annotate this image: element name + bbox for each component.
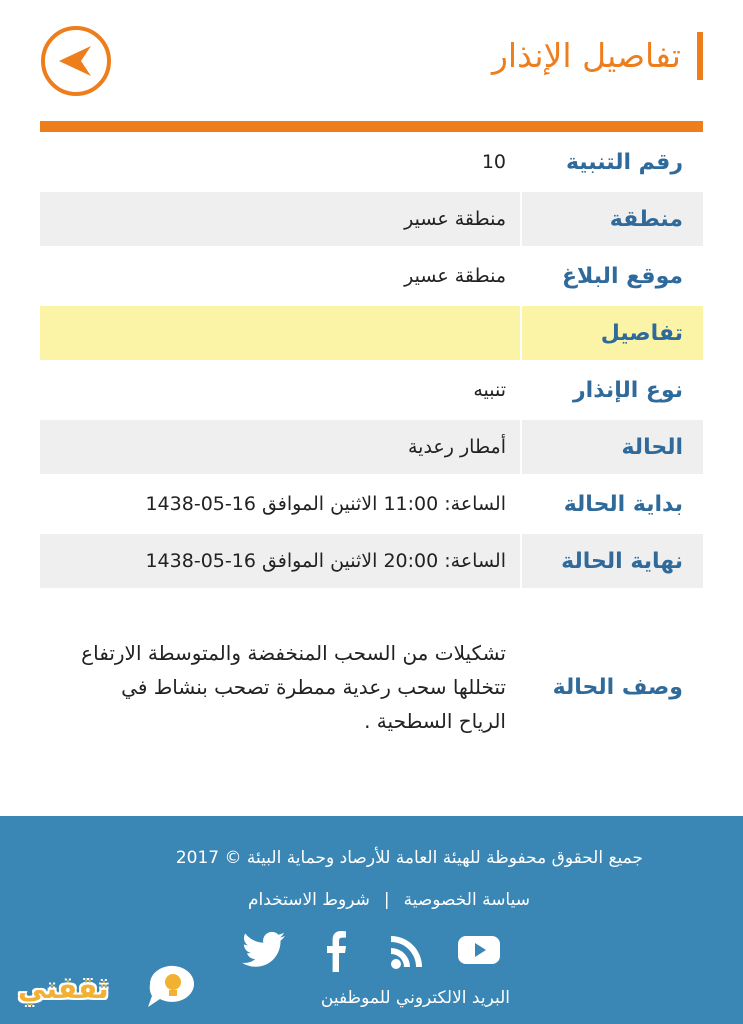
detail-label: نهاية الحالة	[522, 534, 703, 588]
detail-row-alert-type	[40, 363, 703, 417]
facebook-icon[interactable]	[320, 928, 350, 972]
detail-value: الساعة: 20:00 الاثنين الموافق 16-05-1438	[40, 534, 520, 588]
copyright-text: جميع الحقوق محفوظة للهيئة العامة للأرصاد وحماية البيئة © 2017	[175, 848, 643, 868]
title-accent-bar	[697, 32, 703, 80]
employee-email-link[interactable]: البريد الالكتروني للموظفين	[320, 988, 510, 1008]
detail-row-end-time	[40, 534, 703, 588]
twitter-icon[interactable]	[240, 928, 288, 972]
header	[0, 0, 743, 120]
detail-label: الحالة	[522, 420, 703, 474]
footer-links	[248, 890, 530, 910]
detail-value: الساعة: 11:00 الاثنين الموافق 16-05-1438	[145, 493, 506, 515]
detail-label: نوع الإنذار	[573, 377, 683, 403]
detail-row-alert-number	[40, 135, 703, 189]
detail-label: بداية الحالة	[563, 491, 683, 517]
detail-value: منطقة عسير	[404, 265, 506, 287]
detail-row-start-time	[40, 477, 703, 531]
detail-label: رقم التنبية	[565, 149, 683, 175]
page-title: تفاصيل الإنذار	[492, 36, 681, 75]
privacy-policy-link[interactable]: سياسة الخصوصية	[403, 890, 530, 910]
youtube-icon[interactable]	[456, 928, 502, 972]
alert-details-table	[40, 135, 703, 762]
detail-value	[40, 306, 520, 360]
detail-value: منطقة عسير	[40, 192, 520, 246]
watermark-text: ثقفني	[18, 972, 109, 1005]
rss-icon[interactable]	[388, 928, 428, 972]
detail-value: تنبيه	[473, 379, 506, 401]
detail-row-report-location	[40, 249, 703, 303]
detail-label: منطقة	[522, 192, 703, 246]
footer	[0, 816, 743, 1024]
detail-row-details-header	[40, 306, 703, 360]
link-separator: |	[383, 890, 390, 910]
detail-label: موقع البلاغ	[561, 263, 683, 289]
back-arrow-icon	[55, 40, 97, 82]
description-label: وصف الحالة	[552, 674, 683, 700]
back-button[interactable]	[41, 26, 111, 96]
detail-value: أمطار رعدية	[40, 420, 520, 474]
detail-value: 10	[481, 151, 506, 173]
header-divider	[40, 121, 703, 132]
description-value: تشكيلات من السحب المنخفضة والمتوسطة الارتفاع تتخللها سحب رعدية ممطرة تصحب بنشاط في الرياح السطحية .	[81, 641, 506, 733]
detail-row-region	[40, 192, 703, 246]
terms-of-use-link[interactable]: شروط الاستخدام	[247, 890, 370, 910]
social-icons	[240, 928, 505, 972]
detail-label: تفاصيل	[522, 306, 703, 360]
lightbulb-icon	[140, 958, 202, 1016]
detail-row-description	[40, 612, 703, 762]
detail-row-status	[40, 420, 703, 474]
